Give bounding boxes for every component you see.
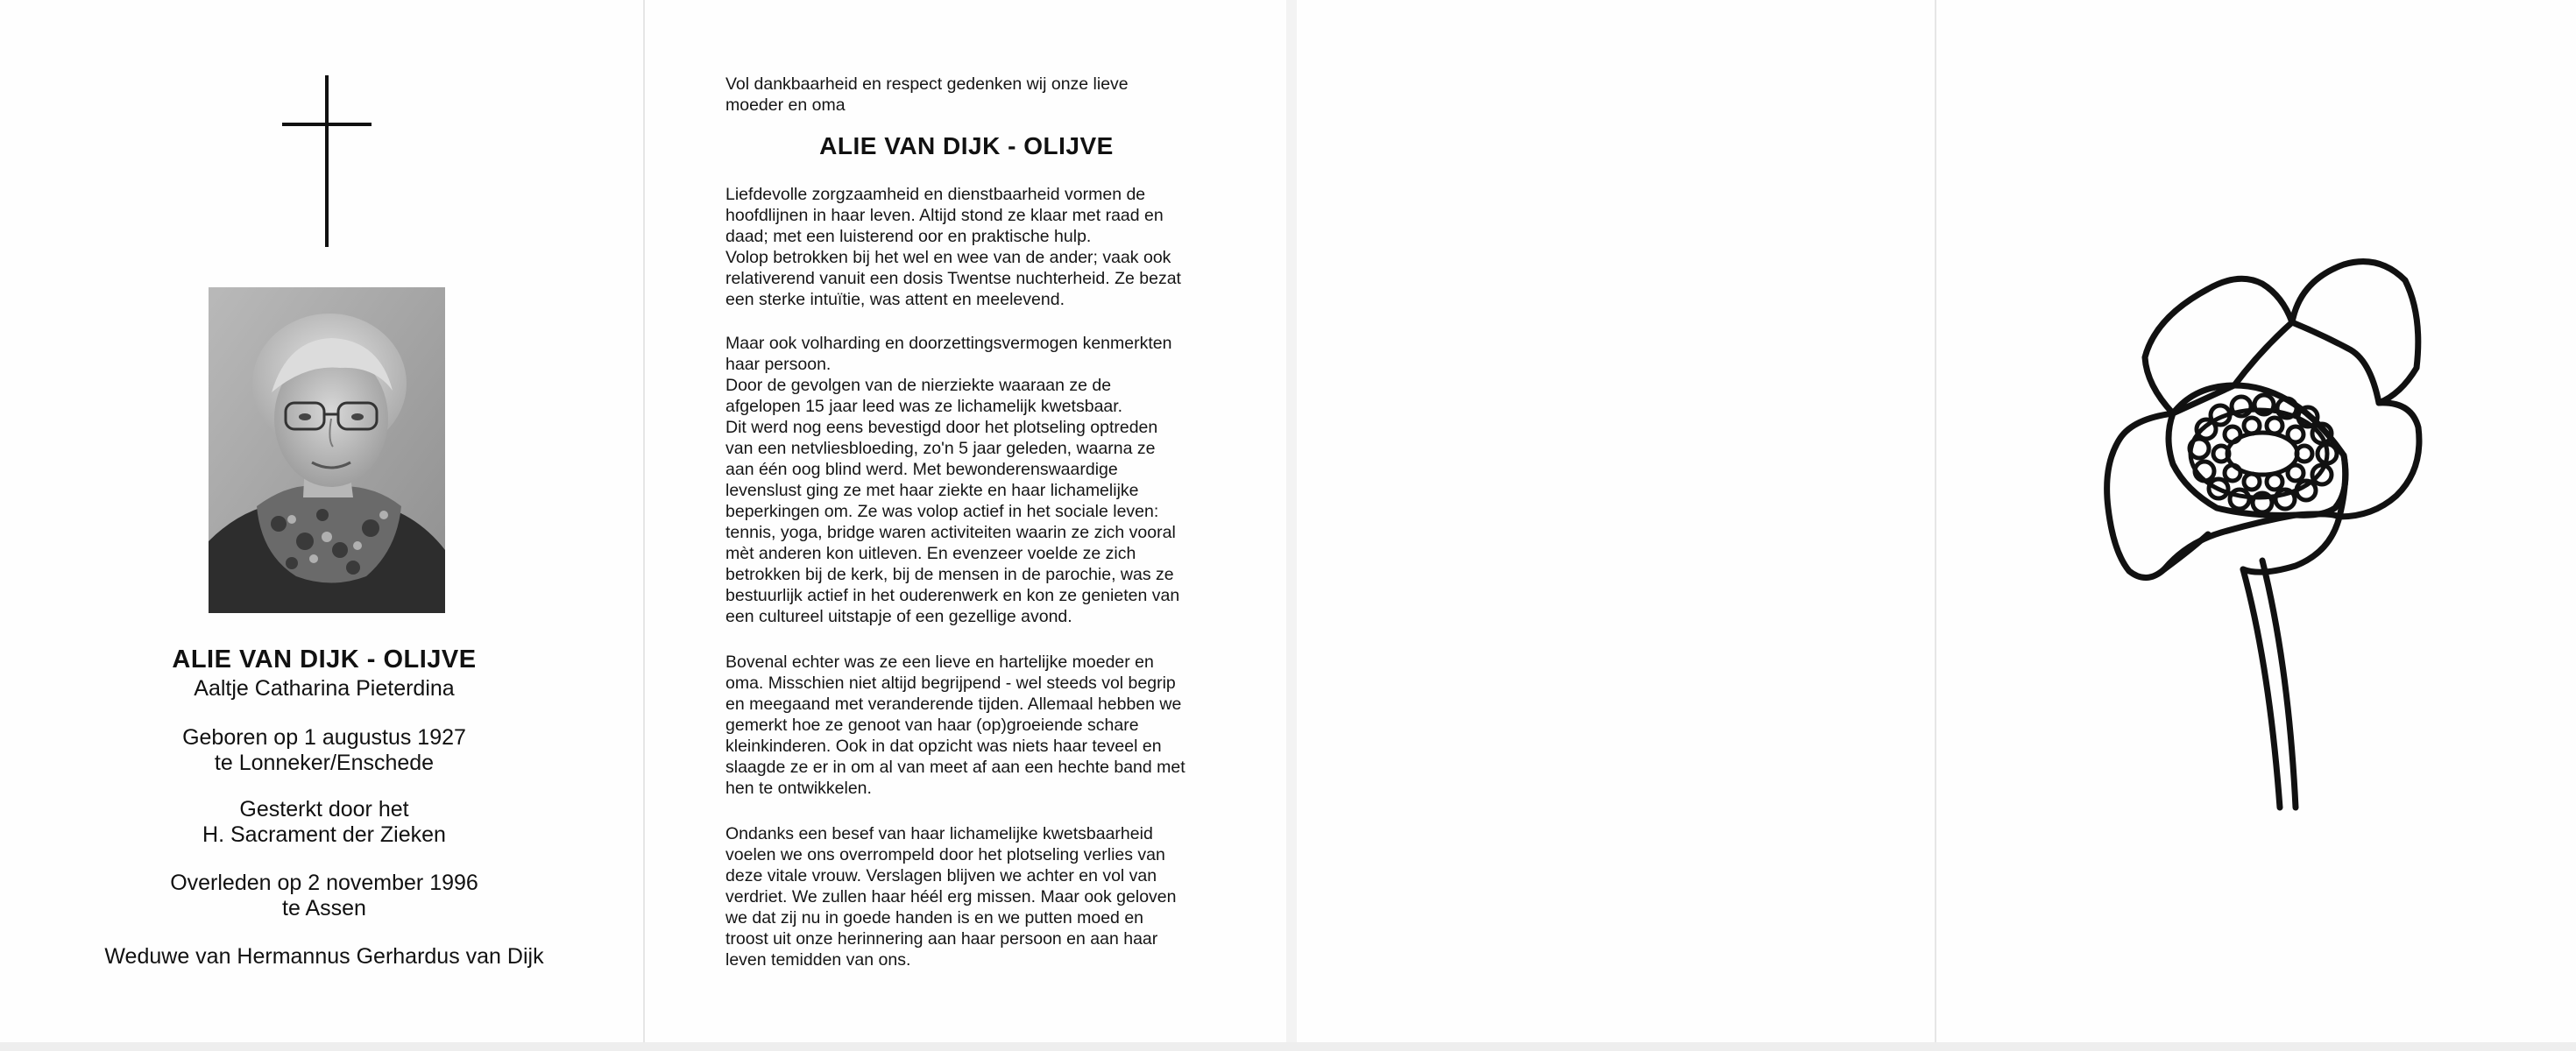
text-line: afgelopen 15 jaar leed was ze lichamelijk kwetsbaar. xyxy=(725,397,1123,416)
text-line: een cultureel uitstapje of een gezellige avond. xyxy=(725,607,1072,626)
paragraph-mother xyxy=(725,652,1216,799)
text-line: oma. Misschien niet altijd begrijpend - wel steeds vol begrip xyxy=(725,674,1176,693)
text-line: Liefdevolle zorgzaamheid en dienstbaarheid vormen de xyxy=(725,185,1146,204)
text-line: Bovenal echter was ze een lieve en hartelijke moeder en xyxy=(725,652,1154,672)
text-line: hoofdlijnen in haar leven. Altijd stond ze klaar met raad en xyxy=(725,206,1164,225)
intro-line: Vol dankbaarheid en respect gedenken wij onze lieve xyxy=(725,74,1129,94)
text-line: kleinkinderen. Ook in dat opzicht was niets haar teveel en xyxy=(725,737,1162,756)
text-line: verdriet. We zullen haar héél erg missen. Maar ook geloven xyxy=(725,887,1177,906)
text-line: Dit werd nog eens bevestigd door het plotseling optreden xyxy=(725,418,1158,437)
birth-date: Geboren op 1 augustus 1927 xyxy=(182,725,466,750)
sacrament-line-2: H. Sacrament der Zieken xyxy=(202,822,446,847)
text-line: voelen we ons overrompeld door het plotseling verlies van xyxy=(725,845,1165,864)
death-date: Overleden op 2 november 1996 xyxy=(170,871,478,895)
text-line: relativerend vanuit een dosis Twentse nuchterheid. Ze bezat xyxy=(725,269,1181,288)
poppy-flower-icon xyxy=(2033,254,2427,823)
center-fold-right xyxy=(1935,0,1936,1044)
intro-text xyxy=(725,74,1216,116)
deceased-full-name: Aaltje Catharina Pieterdina xyxy=(194,676,455,701)
text-line: levenslust ging ze met haar ziekte en haar lichamelijke xyxy=(725,481,1139,500)
text-line: haar persoon. xyxy=(725,355,832,374)
text-line: een sterke intuïtie, was attent en meelevend. xyxy=(725,290,1065,309)
birth-place: te Lonneker/Enschede xyxy=(214,751,435,775)
sacrament-line-1: Gesterkt door het xyxy=(239,797,409,822)
memorial-title: ALIE VAN DIJK - OLIJVE xyxy=(819,132,1114,159)
text-line: Maar ook volharding en doorzettingsvermogen kenmerkten xyxy=(725,334,1172,353)
text-line: Door de gevolgen van de nierziekte waaraan ze de xyxy=(725,376,1112,395)
center-fold-left xyxy=(643,0,645,1044)
text-line: van een netvliesbloeding, zo'n 5 jaar geleden, waarna ze xyxy=(725,439,1156,458)
deceased-name: ALIE VAN DIJK - OLIJVE xyxy=(172,645,477,674)
text-line: beperkingen om. Ze was volop actief in het sociale leven: xyxy=(725,502,1159,521)
death-place: te Assen xyxy=(282,896,366,921)
text-line: troost uit onze herinnering aan haar persoon en aan haar xyxy=(725,929,1158,949)
text-line: bestuurlijk actief in het ouderenwerk en kon ze genieten van xyxy=(725,586,1180,605)
scan-bottom-edge xyxy=(0,1042,2576,1051)
card-gap xyxy=(1286,0,1297,1051)
text-line: leven temidden van ons. xyxy=(725,950,911,970)
text-line: en meegaand met veranderende tijden. Allemaal hebben we xyxy=(725,695,1182,714)
text-line: betrokken bij de kerk, bij de mensen in de parochie, was ze xyxy=(725,565,1174,584)
paragraph-perseverance xyxy=(725,333,1216,627)
text-line: gemerkt hoe ze genoot van haar (op)groeiende schare xyxy=(725,716,1139,735)
text-line: we dat zij nu in goede handen is en we putten moed en xyxy=(725,908,1144,928)
text-line: aan één oog blind werd. Met bewonderenswaardige xyxy=(725,460,1118,479)
text-line: Volop betrokken bij het wel en wee van de ander; vaak ook xyxy=(725,248,1171,267)
text-line: deze vitale vrouw. Verslagen blijven we achter en vol van xyxy=(725,866,1157,885)
intro-line: moeder en oma xyxy=(725,95,846,115)
text-line: Ondanks een besef van haar lichamelijke kwetsbaarheid xyxy=(725,824,1153,843)
paragraph-care xyxy=(725,184,1216,310)
text-line: tennis, yoga, bridge waren activiteiten waarin ze zich vooral xyxy=(725,523,1176,542)
paragraph-loss xyxy=(725,823,1216,970)
widow-of: Weduwe van Hermannus Gerhardus van Dijk xyxy=(104,944,544,969)
portrait-photo xyxy=(209,287,445,613)
text-line: mèt anderen kon uitleven. En evenzeer voelde ze zich xyxy=(725,544,1136,563)
text-line: slaagde ze er in om al van meet af aan een hechte band met xyxy=(725,758,1185,777)
text-line: daad; met een luisterend oor en praktische hulp. xyxy=(725,227,1092,246)
text-line: hen te ontwikkelen. xyxy=(725,779,872,798)
cross-icon xyxy=(282,75,372,247)
